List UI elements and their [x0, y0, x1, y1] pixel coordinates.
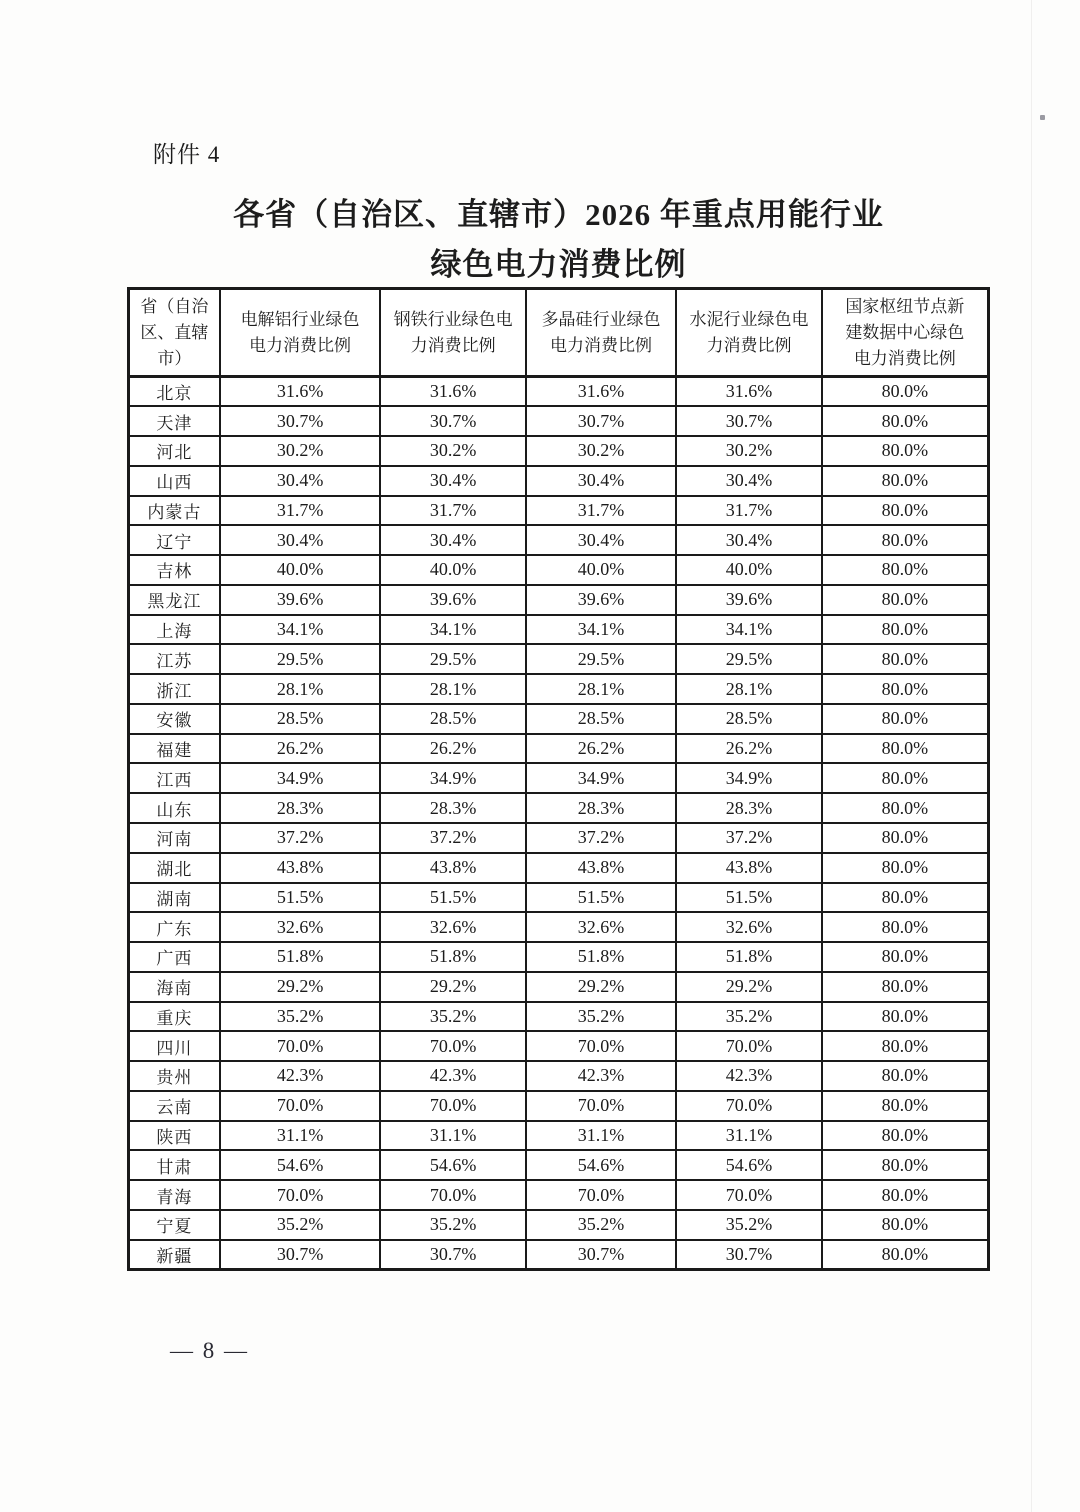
province-cell: 贵州	[129, 1061, 220, 1091]
value-cell: 70.0%	[526, 1180, 677, 1210]
value-cell: 29.5%	[526, 644, 677, 674]
value-cell: 26.2%	[676, 734, 821, 764]
value-cell: 28.3%	[380, 793, 525, 823]
province-cell: 河南	[129, 823, 220, 853]
value-cell: 37.2%	[526, 823, 677, 853]
value-cell: 80.0%	[822, 1002, 989, 1032]
table-row	[129, 436, 989, 466]
value-cell: 34.9%	[526, 763, 677, 793]
value-cell: 31.1%	[676, 1121, 821, 1151]
value-cell: 28.5%	[220, 704, 381, 734]
value-cell: 40.0%	[676, 555, 821, 585]
value-cell: 31.6%	[676, 377, 821, 407]
value-cell: 51.5%	[380, 883, 525, 913]
header-cement-label: 水泥行业绿色电力消费比例	[689, 309, 809, 355]
value-cell: 80.0%	[822, 883, 989, 913]
province-cell: 陕西	[129, 1121, 220, 1151]
value-cell: 51.8%	[676, 942, 821, 972]
value-cell: 43.8%	[380, 853, 525, 883]
value-cell: 80.0%	[822, 644, 989, 674]
value-cell: 80.0%	[822, 1210, 989, 1240]
value-cell: 70.0%	[676, 1180, 821, 1210]
province-cell: 内蒙古	[129, 496, 220, 526]
value-cell: 37.2%	[380, 823, 525, 853]
scan-artifact-dot	[1040, 115, 1045, 120]
province-cell: 辽宁	[129, 525, 220, 555]
header-datacenter-label: 国家枢纽节点新建数据中心绿色电力消费比例	[845, 296, 965, 368]
value-cell: 31.6%	[380, 377, 525, 407]
value-cell: 28.1%	[676, 674, 821, 704]
table-row	[129, 793, 989, 823]
table-row	[129, 674, 989, 704]
document-title-line2: 绿色电力消费比例	[430, 247, 687, 282]
value-cell: 35.2%	[526, 1002, 677, 1032]
value-cell: 80.0%	[822, 793, 989, 823]
document-title-line1: 各省（自治区、直辖市）2026 年重点用能行业	[233, 197, 884, 232]
value-cell: 42.3%	[676, 1061, 821, 1091]
table-row	[129, 763, 989, 793]
province-cell: 甘肃	[129, 1150, 220, 1180]
value-cell: 54.6%	[220, 1150, 381, 1180]
value-cell: 30.2%	[676, 436, 821, 466]
value-cell: 80.0%	[822, 615, 989, 645]
value-cell: 31.7%	[220, 496, 381, 526]
value-cell: 80.0%	[822, 1031, 989, 1061]
value-cell: 30.4%	[526, 466, 677, 496]
value-cell: 80.0%	[822, 912, 989, 942]
value-cell: 26.2%	[380, 734, 525, 764]
table-row	[129, 1121, 989, 1151]
green-power-ratio-table	[127, 287, 990, 1271]
value-cell: 30.4%	[526, 525, 677, 555]
province-cell: 上海	[129, 615, 220, 645]
value-cell: 35.2%	[526, 1210, 677, 1240]
table-row	[129, 466, 989, 496]
value-cell: 51.8%	[526, 942, 677, 972]
province-cell: 宁夏	[129, 1210, 220, 1240]
value-cell: 54.6%	[526, 1150, 677, 1180]
value-cell: 31.1%	[380, 1121, 525, 1151]
value-cell: 80.0%	[822, 406, 989, 436]
value-cell: 80.0%	[822, 942, 989, 972]
value-cell: 34.9%	[380, 763, 525, 793]
table-row	[129, 1180, 989, 1210]
value-cell: 35.2%	[380, 1002, 525, 1032]
table-row	[129, 496, 989, 526]
value-cell: 28.1%	[380, 674, 525, 704]
province-cell: 广东	[129, 912, 220, 942]
value-cell: 28.3%	[220, 793, 381, 823]
header-steel-label: 钢铁行业绿色电力消费比例	[393, 309, 513, 355]
value-cell: 70.0%	[526, 1091, 677, 1121]
value-cell: 40.0%	[380, 555, 525, 585]
value-cell: 34.1%	[526, 615, 677, 645]
value-cell: 30.7%	[676, 1240, 821, 1270]
province-cell: 山西	[129, 466, 220, 496]
table-row	[129, 615, 989, 645]
value-cell: 30.7%	[526, 1240, 677, 1270]
header-steel	[380, 289, 525, 377]
value-cell: 30.7%	[220, 406, 381, 436]
table-row	[129, 883, 989, 913]
value-cell: 80.0%	[822, 1121, 989, 1151]
value-cell: 31.6%	[220, 377, 381, 407]
table-row	[129, 644, 989, 674]
value-cell: 30.7%	[380, 406, 525, 436]
value-cell: 80.0%	[822, 496, 989, 526]
value-cell: 26.2%	[220, 734, 381, 764]
value-cell: 54.6%	[380, 1150, 525, 1180]
value-cell: 80.0%	[822, 853, 989, 883]
province-cell: 四川	[129, 1031, 220, 1061]
province-cell: 云南	[129, 1091, 220, 1121]
value-cell: 80.0%	[822, 585, 989, 615]
province-cell: 山东	[129, 793, 220, 823]
value-cell: 80.0%	[822, 525, 989, 555]
province-cell: 湖北	[129, 853, 220, 883]
value-cell: 70.0%	[676, 1031, 821, 1061]
value-cell: 80.0%	[822, 466, 989, 496]
table-row	[129, 377, 989, 407]
value-cell: 80.0%	[822, 734, 989, 764]
value-cell: 80.0%	[822, 1240, 989, 1270]
value-cell: 80.0%	[822, 704, 989, 734]
province-cell: 海南	[129, 972, 220, 1002]
value-cell: 70.0%	[380, 1180, 525, 1210]
value-cell: 29.5%	[220, 644, 381, 674]
value-cell: 30.7%	[526, 406, 677, 436]
value-cell: 43.8%	[526, 853, 677, 883]
value-cell: 31.7%	[380, 496, 525, 526]
value-cell: 30.7%	[676, 406, 821, 436]
value-cell: 31.6%	[526, 377, 677, 407]
table-row	[129, 972, 989, 1002]
value-cell: 31.1%	[220, 1121, 381, 1151]
province-cell: 湖南	[129, 883, 220, 913]
value-cell: 29.2%	[526, 972, 677, 1002]
page-number: — 8 —	[170, 1338, 249, 1363]
table-row	[129, 1240, 989, 1270]
value-cell: 31.1%	[526, 1121, 677, 1151]
province-cell: 江苏	[129, 644, 220, 674]
value-cell: 39.6%	[220, 585, 381, 615]
table-body	[129, 377, 989, 1270]
header-electrolytic-aluminum-label: 电解铝行业绿色电力消费比例	[240, 309, 360, 355]
value-cell: 35.2%	[676, 1002, 821, 1032]
table-row	[129, 1150, 989, 1180]
document-title	[127, 190, 990, 290]
header-datacenter	[822, 289, 989, 377]
value-cell: 32.6%	[676, 912, 821, 942]
province-cell: 浙江	[129, 674, 220, 704]
province-cell: 北京	[129, 377, 220, 407]
value-cell: 43.8%	[220, 853, 381, 883]
table-header-row	[129, 289, 989, 377]
value-cell: 70.0%	[220, 1031, 381, 1061]
value-cell: 30.2%	[526, 436, 677, 466]
value-cell: 29.5%	[380, 644, 525, 674]
value-cell: 40.0%	[526, 555, 677, 585]
value-cell: 34.1%	[676, 615, 821, 645]
value-cell: 28.5%	[380, 704, 525, 734]
value-cell: 30.4%	[220, 466, 381, 496]
table-row	[129, 853, 989, 883]
value-cell: 35.2%	[380, 1210, 525, 1240]
value-cell: 30.4%	[380, 525, 525, 555]
value-cell: 51.5%	[220, 883, 381, 913]
value-cell: 35.2%	[676, 1210, 821, 1240]
header-province	[129, 289, 220, 377]
value-cell: 42.3%	[526, 1061, 677, 1091]
value-cell: 40.0%	[220, 555, 381, 585]
value-cell: 28.3%	[526, 793, 677, 823]
value-cell: 70.0%	[220, 1180, 381, 1210]
value-cell: 80.0%	[822, 1150, 989, 1180]
value-cell: 31.7%	[676, 496, 821, 526]
value-cell: 34.1%	[380, 615, 525, 645]
value-cell: 26.2%	[526, 734, 677, 764]
value-cell: 30.4%	[220, 525, 381, 555]
value-cell: 29.5%	[676, 644, 821, 674]
value-cell: 51.8%	[380, 942, 525, 972]
header-polysilicon	[526, 289, 677, 377]
value-cell: 80.0%	[822, 972, 989, 1002]
value-cell: 37.2%	[220, 823, 381, 853]
value-cell: 70.0%	[526, 1031, 677, 1061]
province-cell: 安徽	[129, 704, 220, 734]
value-cell: 54.6%	[676, 1150, 821, 1180]
header-electrolytic-aluminum	[220, 289, 381, 377]
table-row	[129, 1002, 989, 1032]
province-cell: 黑龙江	[129, 585, 220, 615]
value-cell: 80.0%	[822, 377, 989, 407]
scan-artifact-line	[1031, 0, 1032, 1512]
table-row	[129, 1061, 989, 1091]
table-row	[129, 585, 989, 615]
value-cell: 51.5%	[526, 883, 677, 913]
province-cell: 吉林	[129, 555, 220, 585]
value-cell: 80.0%	[822, 763, 989, 793]
value-cell: 35.2%	[220, 1002, 381, 1032]
value-cell: 51.5%	[676, 883, 821, 913]
value-cell: 34.9%	[220, 763, 381, 793]
value-cell: 80.0%	[822, 1091, 989, 1121]
value-cell: 30.4%	[676, 466, 821, 496]
value-cell: 42.3%	[380, 1061, 525, 1091]
header-province-label: 省（自治区、直辖市）	[140, 296, 209, 368]
value-cell: 32.6%	[380, 912, 525, 942]
value-cell: 29.2%	[676, 972, 821, 1002]
province-cell: 福建	[129, 734, 220, 764]
value-cell: 35.2%	[220, 1210, 381, 1240]
value-cell: 28.3%	[676, 793, 821, 823]
value-cell: 39.6%	[676, 585, 821, 615]
value-cell: 70.0%	[380, 1091, 525, 1121]
value-cell: 28.5%	[676, 704, 821, 734]
value-cell: 32.6%	[526, 912, 677, 942]
value-cell: 80.0%	[822, 1061, 989, 1091]
value-cell: 80.0%	[822, 555, 989, 585]
header-polysilicon-label: 多晶硅行业绿色电力消费比例	[541, 309, 661, 355]
province-cell: 新疆	[129, 1240, 220, 1270]
value-cell: 30.4%	[676, 525, 821, 555]
value-cell: 34.1%	[220, 615, 381, 645]
value-cell: 29.2%	[380, 972, 525, 1002]
province-cell: 重庆	[129, 1002, 220, 1032]
table-row	[129, 912, 989, 942]
value-cell: 31.7%	[526, 496, 677, 526]
value-cell: 30.7%	[380, 1240, 525, 1270]
attachment-label: 附件 4	[153, 142, 221, 167]
value-cell: 43.8%	[676, 853, 821, 883]
value-cell: 70.0%	[380, 1031, 525, 1061]
value-cell: 80.0%	[822, 674, 989, 704]
value-cell: 42.3%	[220, 1061, 381, 1091]
value-cell: 28.5%	[526, 704, 677, 734]
value-cell: 70.0%	[220, 1091, 381, 1121]
value-cell: 30.4%	[380, 466, 525, 496]
table-row	[129, 734, 989, 764]
province-cell: 河北	[129, 436, 220, 466]
table-row	[129, 823, 989, 853]
value-cell: 70.0%	[676, 1091, 821, 1121]
table-row	[129, 555, 989, 585]
province-cell: 江西	[129, 763, 220, 793]
value-cell: 28.1%	[220, 674, 381, 704]
value-cell: 37.2%	[676, 823, 821, 853]
value-cell: 32.6%	[220, 912, 381, 942]
value-cell: 34.9%	[676, 763, 821, 793]
province-cell: 天津	[129, 406, 220, 436]
province-cell: 青海	[129, 1180, 220, 1210]
table-row	[129, 525, 989, 555]
header-cement	[676, 289, 821, 377]
table-row	[129, 406, 989, 436]
value-cell: 39.6%	[526, 585, 677, 615]
value-cell: 80.0%	[822, 436, 989, 466]
table-row	[129, 1210, 989, 1240]
value-cell: 39.6%	[380, 585, 525, 615]
value-cell: 30.7%	[220, 1240, 381, 1270]
value-cell: 28.1%	[526, 674, 677, 704]
value-cell: 80.0%	[822, 1180, 989, 1210]
table-row	[129, 1031, 989, 1061]
table-row	[129, 704, 989, 734]
value-cell: 51.8%	[220, 942, 381, 972]
value-cell: 30.2%	[380, 436, 525, 466]
table-header	[129, 289, 989, 377]
province-cell: 广西	[129, 942, 220, 972]
value-cell: 80.0%	[822, 823, 989, 853]
table-row	[129, 942, 989, 972]
value-cell: 29.2%	[220, 972, 381, 1002]
table-row	[129, 1091, 989, 1121]
value-cell: 30.2%	[220, 436, 381, 466]
